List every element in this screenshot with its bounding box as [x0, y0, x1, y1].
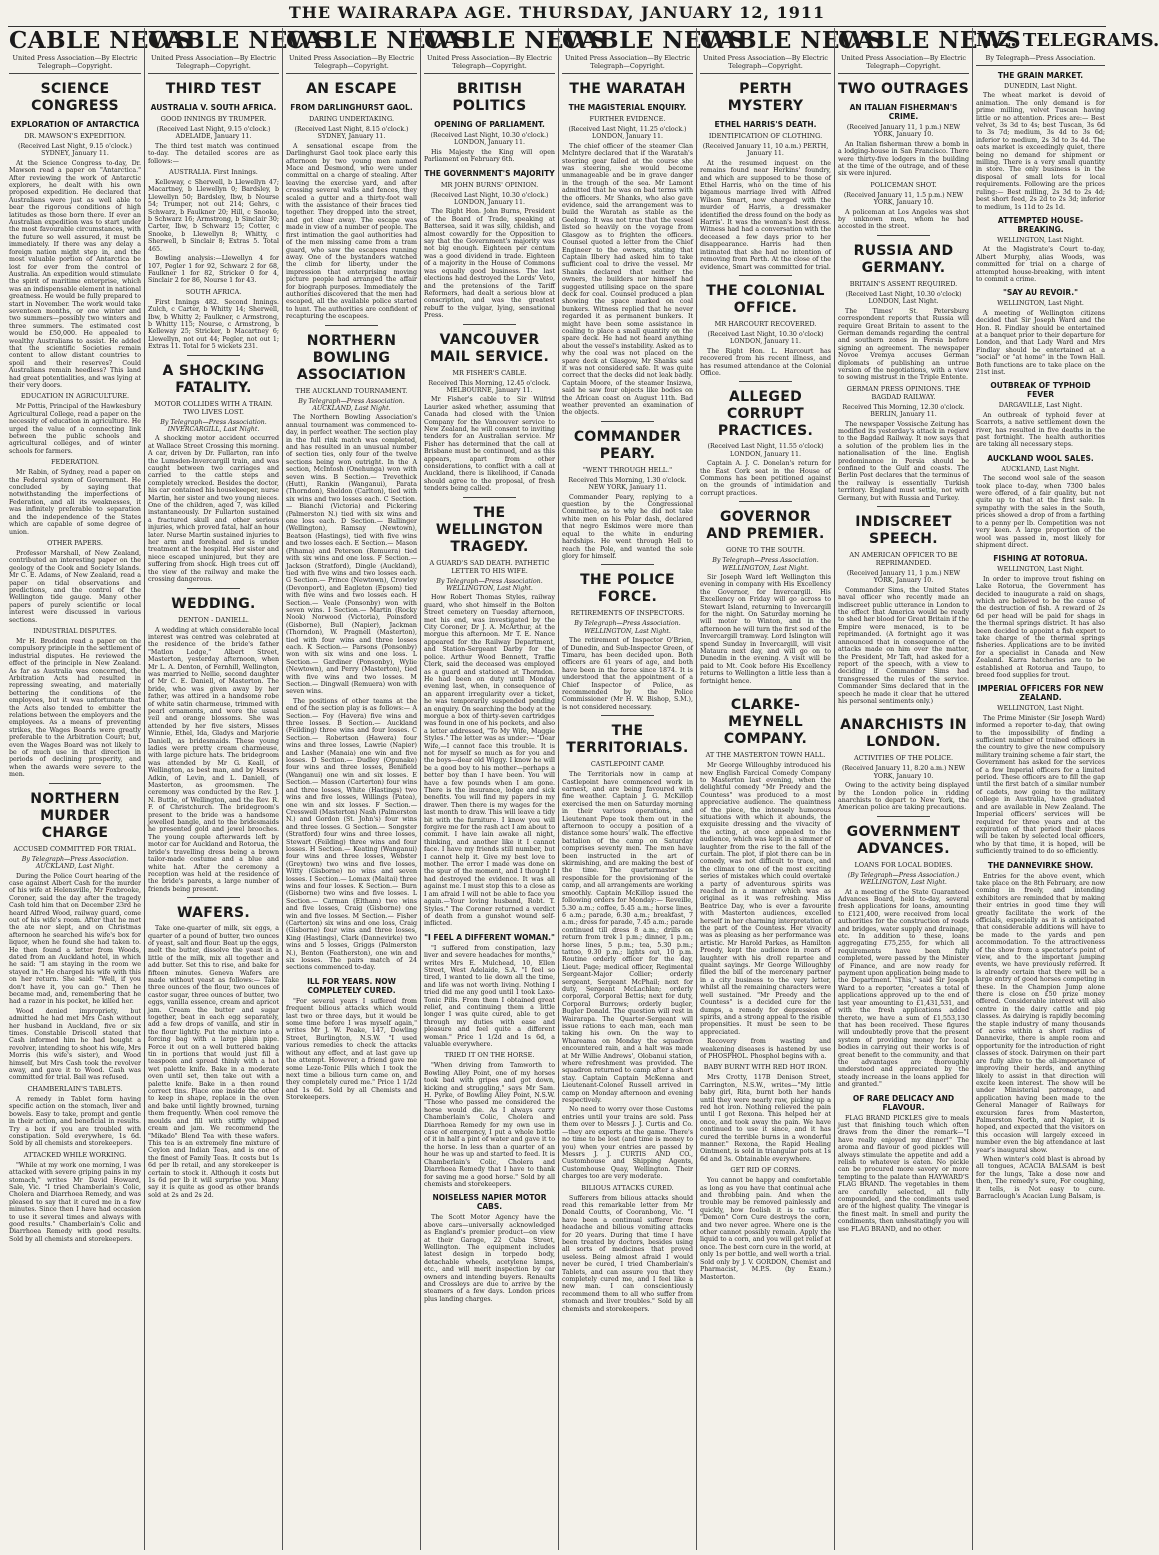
article-subheadline: NOISELESS NAPIER MOTOR CABS.: [432, 1193, 547, 1212]
column-credit: United Press Association—By Electric Telegraph—Copyright.: [841, 54, 966, 70]
article-headline: THIRD TEST: [165, 81, 262, 97]
article-dateline: (Received January 11, 1.5 p.m.) NEW YORK, January 10.: [843, 191, 964, 207]
article-divider: [739, 689, 791, 690]
article-dateline: WELLINGTON, Last Night.: [997, 236, 1084, 244]
article-subheadline: THE GOVERNMENT'S MAJORITY: [424, 168, 555, 178]
article-deck: LOANS FOR LOCAL BODIES.: [854, 860, 953, 869]
article-paragraph: At a meeting of the State Guaranteed Advances Board, held to-day, several fresh applications for loans, amounting to £121,400, were received from local authorities for the construction of roads and bridges, water supply and drainage, etc. In addition to these, loans aggregating £75,255, for which all requirements have been fully completed, were passed by the Minister of Finance, and are now ready for payment upon application being made to the Department. "This," said Sir Joseph Ward to a reporter, "creates a total of applications approved up to the end of last year amounting to £1,431,531, and with the fresh applications added thereto, we have a sum of £1,553,130 that has been received. These figures will undoubtedly prove that the present system of providing money for local bodies in carrying out their works is of great benefit to the community, and that the advantages are thoroughly understood and appreciated by the steady increase in the loans applied for and granted.": [838, 888, 969, 1089]
article-paragraph: Take one-quarter of milk, six eggs, a quarter of a pound of butter, two ounces of yeast, salt and flour. Beat up the eggs, melt the butter, dissolve the yeast in a little of the milk, mix all together and add butter. Set this to rise, and bake for fifteen minutes. Geneva Wafers are made without yeast as follows:— Take three ounces of the flour, two ounces of castor sugar, three ounces of butter, two eggs, vanilla essence, cream and apricot jam. Cream the butter and sugar together, beat in each egg separately, add a few drops of vanilla, and stir in the flour lightly. Put the mixture into a forcing bag with a large plain pipe. Force it out on a well buttered baking tin in portions that would just fill a teaspoon and spread thinly with a hot wet palette knife. Bake in a moderate oven until set, then take out with a palette knife. Bake in a then round correct tins. Place one inside the other to keep in shape, replace in the oven and bake until lightly browned, turning them frequently. When cool remove the moulds and fill with stiffly whipped cream and jam. We recommend the "Mikado" Blend Tea with these wafers. This tea is an extremely fine mixture of Ceylon and Indian Teas, and is one of the finest of Family Teas. It costs but 1s 6d per lb retail, and any storekeeper is certain to stock it. Although it costs but 1s 6d per lb it will surprise you. Many say it is quite as good as other brands sold at 2s and 2s 2d.: [148, 925, 279, 1199]
article-paragraph: The Right Hon. L. Harcourt has recovered from his recent illness, and has resumed attendance at the Colonial Office.: [700, 347, 831, 377]
article-paragraph: "When driving from Tamworth to Bowling Alley Point, one of my horses took bad with gripes and got down, kicking and struggling," says Mr Sam. H. Pyrke, of Bowling Alley Point, N.S.W. "Those who passed me considered the horse would die. As I always carry Chamberlain's Colic, Cholera and Diarrhoea Remedy for my own use in case of emergency, I put a whole bottle of it in half a pint of water and gave it to the horse. In less than a quarter of an hour he was up and started to feed. It is Chamberlain's Colic, Cholera and Diarrhoea Remedy that I have to thank for saving me a good horse." Sold by all chemists and storekeepers.: [424, 1062, 555, 1188]
article-dateline: AUCKLAND, Last Night.: [1001, 465, 1080, 473]
article-dateline: (Received Last Night, 10.30 o'clock) LONDON, Last Night.: [845, 290, 962, 306]
article-dateline: WELLINGTON, Last Night.: [997, 566, 1084, 574]
article-divider: [877, 709, 929, 710]
heading-rule: [424, 73, 555, 74]
article-deck: TRIED IT ON THE HORSE.: [444, 1051, 535, 1060]
article-deck: AT THE MASTERTON TOWN HALL.: [705, 751, 826, 760]
article-paragraph: The Times' St. Petersburg correspondent reports that Russia will require Great Britain to assent to the German demands regarding the central and southern zones in Persia before signing an agreement. The newspaper Novoe Vremya accuses German diplomats of publishing an untrue version of the negotiations, with a view to sowing mistrust in the Triple Entente.: [838, 307, 969, 382]
article-deck: IDENTIFICATION OF CLOTHING.: [708, 132, 823, 140]
article-paragraph: His Majesty the King will open Parliament on February 6th.: [424, 148, 555, 164]
article-headline: GOVERNOR AND PREMIER.: [706, 509, 825, 543]
article-paragraph: Captain A. J. C. Donelan's return for the East Cork seat in the House of Commons has been petitioned against on the grounds of intimidation and corrupt practices.: [700, 460, 831, 497]
article-deck: EDUCATION IN AGRICULTURE.: [20, 392, 130, 401]
article-subheadline: ATTEMPTED HOUSE-BREAKING.: [997, 215, 1084, 234]
article-dateline: Received This Morning, 1.30 o'clock. NEW YORK, January 11.: [568, 476, 687, 492]
article-deck: SOUTH AFRICA.: [185, 287, 242, 296]
article-divider: [601, 421, 653, 422]
article-deck: GET RID OF CORNS.: [730, 1166, 801, 1175]
article-paragraph: The retirement of Inspector O'Brien, of Dunedin, and Sub-Inspector Green, of Timaru, has been decided upon. Both officers are 61 years of age, and both have been in the force since 1874. It is understood that the appointment of a Chief Inspector of Police, as recommended by the Police Commissioner (Mr H. W. Bishop, S.M.), is not considered necessary.: [562, 637, 693, 711]
heading-rule: [838, 73, 969, 74]
article-deck: ACTIVITIES OF THE POLICE.: [853, 754, 954, 763]
article-paragraph: Professor Marshall, of New Zealand, contributed an interesting paper on the geology of the Cook and Society Islands. Mr C. E. Adams, of New Zealand, read a paper on tidal observations and predictions, and the control of the Wellington tide gauge. Many other papers of purely scientific or local interest were discussed in various sections.: [9, 549, 141, 624]
column-7: [834, 27, 1022, 1550]
article-paragraph: An Italian fisherman threw a bomb in a lodging-house in San Francisco. There were thirty-five lodgers in the building at the time of the outrage, and of these six were injured.: [838, 140, 969, 178]
article-headline: NORTHERN MURDER CHARGE: [30, 790, 120, 841]
article-paragraph: No need to worry over those Customs entries until your trains are sold. Pass them over to Messrs J. J. Curtis and Co.—they are experts at the game. There's no time to be lost (and time is money to you) when your entries are passed by Messrs J. J. CURTIS AND CO., Customhouse and Shipping Agents, Customhouse Quay, Wellington. Their charges too are very moderate.: [562, 1106, 693, 1181]
article-dateline: (Received January 11, 1 p.m.) NEW YORK, January 10.: [846, 570, 961, 585]
article-headline: TWO OUTRAGES: [838, 81, 969, 97]
article-headline: INDISCREET SPEECH.: [855, 514, 952, 548]
article-deck: CHAMBERLAIN'S TABLETS.: [27, 1084, 123, 1093]
article-byline: By Telegraph—Press Association. INVERCARGILL, Last Night.: [160, 418, 267, 433]
article-subheadline: EXPLORATION OF ANTARCTICA: [10, 120, 140, 129]
article-paragraph: Mr Rabin, of Sydney, read a paper on the Federal system of Government. He concluded by saying that notwithstanding the imperfections of Federation, and all its weaknesses, it was infinitely preferable to separation and the independence of the States which are capable of some degree of union.: [9, 469, 141, 536]
article-deck: FURTHER EVIDENCE.: [589, 115, 666, 123]
article-headline: SCIENCE CONGRESS: [31, 81, 119, 114]
article-deck: CASTLEPOINT CAMP.: [590, 760, 665, 769]
article-subheadline: "I FEEL A DIFFERENT WOMAN.": [424, 932, 555, 942]
article-deck: BRITAIN'S ASSENT REQUIRED.: [849, 279, 958, 288]
article-paragraph: Recovery from wasting and weakening diseases is hastened by use of PHOSPHOL. Phosphol begins with a.: [700, 1038, 831, 1060]
article-deck: ACCUSED COMMITTED FOR TRIAL.: [13, 844, 137, 853]
article-paragraph: Commander Sims, the United States naval officer who recently made an indiscreet public utterance in London to the effect that America would be ready to shed her blood for Great Britain if the Empire were menaced, is to be reprimanded. (A fortnight ago it was announced that in consequence of the attacks made on him over the matter, the President, Mr Taft, had asked for a report of the speech, with a view to deciding if Commander Sims had transgressed the rules of the service. Commander Sims declared that in the speech he made it clear that he uttered his personal sentiments only.): [838, 586, 969, 705]
article-deck: MOTOR COLLIDES WITH A TRAIN. TWO LIVES LOST.: [154, 399, 273, 416]
article-headline: THE POLICE FORCE.: [580, 572, 675, 606]
heading-rule: [9, 73, 141, 74]
article-dateline: (Received Last Night, 10.30 o'clock.) LONDON, January 11.: [430, 191, 549, 207]
column-heading: CABLE NEWS: [9, 27, 193, 54]
column-credit: United Press Association—By Electric Telegraph—Copyright.: [12, 54, 138, 70]
article-dateline: WELLINGTON, Last Night.: [997, 300, 1084, 308]
article-dateline: DARGAVILLE, Last Night.: [998, 402, 1083, 410]
article-divider: [877, 816, 929, 817]
article-headline: COMMANDER PEARY.: [573, 428, 682, 462]
article-paragraph: The Territorials now in camp at Castlepoint have commenced work in earnest, and are being favoured with fine weather. Captain J. G. McKillop exercised the men on Saturday morning in their various operations, and Lieutenant Pope took them out in the afternoon to occupy a position of a distance some hours' walk. The effective battalion of the camp on Saturday comprises seventy men. The men have been instructed in the art of skirmishing, and are making the best of the time. The quartermaster is responsible for the provisioning of the camp, and all arrangements are working smoothly. Captain McKillop issued the following orders for Monday:— Reveille, 5.30 a.m.; coffee, 5.45 a.m.; horse lines, 6 a.m.; parade, 6.30 a.m.; breakfast, 7 a.m.; dress for parade, 7.45 a.m.; parade continued till dress 8 a.m.; drills on return from trek 1 p.m.; dinner, 1 p.m.; horse lines, 5 p.m.; tea, 5.30 p.m.; tattoo, 9.30 p.m.; lights out, 10 p.m. Routine orderly officer for the day, Lieut. Page; medical officer, Regimental Sergeant-Major Collier; orderly sergeant, Sergeant McPhail; next for duty, Sergeant McLachlan; orderly corporal, Corporal Bettis; next for duty, Corporal Burrows; orderly bugler, Bugler Donald. The question will rest in Wairarapa. The Quarter-Sergeant will issue rations to each man, each man taking his own. On the way to Whareama on Monday the squadron encountered rain, and a halt was made at Mr Willie Andrews', Olobanui station, where refreshment was provided. The squadron returned to camp after a short stay. Captain Captain McKenna and Lieutenant-Colonel Russell arrived in camp on Monday afternoon and evening respectively.: [562, 771, 693, 1105]
article-deck: POLICEMAN SHOT.: [870, 180, 937, 189]
article-headline: GOVERNMENT ADVANCES.: [846, 823, 961, 857]
article-headline: A SHOCKING FATALITY.: [162, 362, 265, 396]
column-credit: United Press Association—By Electric Telegraph—Copyright.: [703, 54, 828, 70]
article-divider: [49, 783, 102, 784]
article-dateline: (Received January 11, 8.20 a.m.) NEW YORK, January 10.: [841, 765, 966, 780]
article-dateline: (Received Last Night, 9.15 o'clock.) SYDNEY, January 11.: [17, 143, 133, 158]
article-paragraph: Entries for the above event, which take place on the 8th February, are now coming in freely, and intending exhibitors are reminded that by making their entries in good time they will greatly facilitate the work of the officials, especially as it is anticipated that considerable additions will have to be made to the yards and pen accommodation. To the attractiveness of the show from a spectator's point of view, and to the important jumping events, we have previously referred. It is already certain that there will be a large entry of good horses competing in these. In the Champion Jump alone there is close on £50 prize money offered. Considerable interest will also centre in the dairy cattle and pig classes. As dairying is rapidly becoming the staple industry of many thousands of acres within a short radius of Dannevirke, there is ample room and opportunity for the introduction of right classes of stock. Dairymen on their part are fully alive to the all-importance of improving their herds, and anything likely to assist in that direction will excite keen interest. The show will be under Ministerial patronage, and application having been made to the General Manager of Railways for excursion fares from Masterton, Palmerston North, and Napier, it is hoped, and expected that the visitors on this occasion will largely exceed in number even the big attendance at last year's inaugural show.: [976, 872, 1105, 1154]
article-divider: [463, 497, 515, 498]
heading-rule: [562, 73, 693, 74]
article-paragraph: A policeman at Los Angeles was shot by unknown men, whom he had accosted in the street.: [838, 208, 969, 231]
article-byline: By Telegraph—Press Association. AUCKLAND, Last Night.: [21, 855, 129, 871]
article-paragraph: The wheat market is devoid of animation. The only demand is for prime milling, velvet Tuscan having little or no attention. Prices are:— Best velvet, 3s 3d to 4s; best Tuscan, 3s 6d to 3s 7d; medium, 3s 4d to 3s 6d; inferior to medium, 2s 3d to 3s 4d. The oats market is exceedingly quiet, there being no demand for shipment or milling. There is a very small quantity in store. The only business is in the disposal of small lots for local requirements. Following are the prices ruling:— Best milling, 2s 3d to 2s 4d; best short feed, 2s 2d to 2s 3d; inferior to medium, 1s 11d to 2s 1d.: [976, 92, 1105, 211]
article-paragraph: Bowling analysis:—Llewellyn 4 for 107, Pegler 1 for 92, Schwarz 2 for 68, Faulkner 1 for 82, Stricker 0 for 4, Sinclair 2 for 86, Nourse 1 for 43.: [148, 255, 279, 285]
article-divider: [601, 564, 653, 565]
column-credit: By Telegraph—Press Association.: [985, 54, 1096, 62]
article-headline: THE TERRITORIALS.: [566, 723, 689, 757]
heading-rule: [148, 73, 279, 74]
article-byline: By Telegraph—Press Association. WELLINGTON, Last Night.: [712, 557, 819, 572]
article-paragraph: You cannot be happy and comfortable as long as you have that continual ache and throbbing pain. And when the trouble may be removed painlessly and quickly, how foolish it is to suffer. "Demon" Corn Cure destroys the corn, and two never agree. Where one is the other cannot possibly remain. Apply the liquid to a corn, and you will get relief at once. The best corn cure in the world, at only 1s per bottle, and well worth a trial. Sold only by J. V. GORDON, Chemist and Pharmacist, M.P.S. (by Exam.) Masterton.: [700, 1177, 831, 1281]
article-paragraph: The third test match was continued to-day. The detailed scores are as follows:—: [148, 142, 279, 165]
article-paragraph: Sir Joseph Ward left Wellington this evening in company with His Excellency the Governor, for Invercargill. His Excellency on Friday will go across to Stewart Island, returning to Invercargill for the night. On Saturday morning he will motor to Winton, and in the afternoon he will turn the first sod of the Invercargill tramway. Lord Islington will spend Sunday in Invercargill, will visit Mataura next day, and will go on to Dunedin in the evening. A visit will be paid to Mt. Cook before His Excellency returns to Wellington a little less than a fortnight hence.: [700, 574, 831, 685]
article-paragraph: "While at my work one morning, I was attacked with severe griping pains in my stomach," writes Mr David Howard, Sale, Vic. "I tried Chamberlain's Colic, Cholera and Diarrhoea Remedy, and was pleased to say that it cured me in a few minutes. Since then I have had occasion to use it several times and always with good results." Chamberlain's Colic and Diarrhoea Remedy with good results. Sold by all chemists and storekeepers.: [9, 1161, 141, 1243]
article-subheadline: ETHEL HARRIS'S DEATH.: [714, 120, 817, 129]
article-dateline: DUNEDIN, Last Night.: [1004, 83, 1077, 90]
article-byline: By Telegraph—Press Association. AUCKLAND, Last Night.: [298, 397, 405, 412]
column-credit: United Press Association—By Electric Telegraph—Copyright.: [289, 54, 414, 70]
article-paragraph: "For several years I suffered from frequent bilious attacks which would last two or three days, but it would be some time before I was myself again," writes Mr J. W. Peake, 147, Dowling Street, Burlington, N.S.W. "I used various remedies to check the attacks without any effect, and at last gave up the attempt. However, a friend gave me some Leze-Tonic Pills which I took the next time a bilious turn came on, and they completely cured me." Price 1 1/2d and 1s 6d. Sold by all Chemists and Storekeepers.: [286, 997, 417, 1102]
article-divider: [187, 897, 239, 898]
article-deck: MR FISHER'S CABLE.: [452, 368, 527, 377]
article-paragraph: Mrs Crotty, 117B Denison Street, Carrington, N.S.W., writes—"My little baby girl, Rita, burnt both her hands until they were nearly raw, picking up a red hot iron. Nothing relieved the pain until I got Rexona. This helped her at once, and took away the pain. We have continued to use it since, and it has cured the terrible burns in a wonderful manner." Rexona, the Rapid Healing Ointment, is sold in triangular pots at 1s 6d and 3s. Obtainable everywhere.: [700, 1074, 831, 1163]
column-heading: CABLE NEWS: [838, 27, 1022, 54]
article-divider: [877, 506, 929, 507]
article-deck: BILIOUS ATTACKS CURED.: [581, 1183, 674, 1192]
column-heading: CABLE NEWS: [562, 27, 746, 54]
columns-container: [6, 27, 1159, 1550]
column-2: [144, 27, 332, 1550]
article-deck: MR HARCOURT RECOVERED.: [714, 319, 817, 328]
article-byline: (By Telegraph—Press Association.) WELLINGTON, Last Night.: [847, 871, 960, 887]
article-divider: [463, 324, 515, 325]
column-heading: CABLE NEWS: [700, 27, 884, 54]
article-subheadline: OF RARE DELICACY AND FLAVOUR.: [852, 1093, 955, 1112]
article-deck: THE AUCKLAND TOURNAMENT.: [295, 386, 408, 395]
article-deck: BABY BURNT WITH RED HOT IRON.: [703, 1063, 828, 1072]
article-paragraph: A shocking motor accident occurred at Wallace Street Crossing this morning. A car, driven by Dr. Fullarton, ran into the Lumsden-Invercargill train, and was caught between two carriages and carried to the cattle steps and completely wrecked. Besides the doctor, his car contained his housekeeper, nurse Martin, her sister and two young nieces. One of the children, aged 7, was killed instantaneously. Dr Fullarton sustained a fractured skull and other serious injuries, which proved fatal, half an hour later. Nurse Martin sustained injuries to her arm and forehead and is under treatment at the hospital. Her sister and niece escaped uninjured, but they are suffering from shock. High trees cut off the view of the railway and make the crossing dangerous.: [148, 435, 279, 584]
article-deck: AUSTRALIA. First Innings.: [169, 168, 258, 177]
article-headline: RUSSIA AND GERMANY.: [853, 242, 954, 276]
article-headline: CLARKE-MEYNELL COMPANY.: [723, 697, 808, 748]
article-paragraph: The Northern Bowling Association's annual tournament was commenced to-day, in perfect weather. The section play in the full rink match was completed, and has resulted in an unusual number of section ties, only four of the twelve sections being won outright. In the A section, McIntosh (Onehunga) won with seven wins. B Section.— Trevethick (Hutt), Rankin (Wanganui), Parata (Thorndon), Sheldon (Carlton), tied with six wins and two losses each. C Section.— Bianchi (Victoria) and Pickering (Palmerston N.) tied with six wins and one loss each. D Section.— Ballinger (Wellington), Ramsay (Newtown), Beatson (Hastings), tied with five wins and two losses each. E Section.— Mason (Pihama) and Peterson (Remuera) tied with six wins and one loss. F Section.— Jackson (Stratford), Dingle (Auckland), tied with five wins and two losses each. G Section.— Prince (Newtown), Crowley (Devonport), and Eagleton (Epsom) tied with five wins and two losses each. H Section.— Veale (Ponsonby) won with seven wins. I Section.— Martin (Rocky Nook) Norwood (Victoria), Poinsford (Gisborne), Bull (Napier), Jackman (Thorndon), W. Pragnell (Masterton), tied with four wins and three losses each. K Section.— Parsons (Ponsonby) won with six wins and one loss. L Section.— Gardiner (Ponsonby), Wylie (Newtown), and Perry (Masterton), tied with five wins and two losses. M Section.— Dingwall (Remuera) won with seven wins.: [286, 414, 417, 696]
heading-rule: [976, 65, 1105, 66]
column-credit: United Press Association—By Electric Telegraph—Copyright.: [565, 54, 690, 70]
article-subheadline: AN ITALIAN FISHERMAN'S CRIME.: [849, 103, 958, 121]
article-paragraph: Mr H. Broddon read a paper on the compulsory principle in the settlement of industrial disputes. He reviewed the effect of the principle in New Zealand. As far as Australia was concerned, the Arbitration Acts had resulted in repressing sweating, and materially bettering the conditions of the employees, but it was unfortunate that the Acts also tended to embitter the relations between the employers and the employees. As a means of preventing strikes, the Wages Boards were greatly preferable to the Arbitration Court; but, even the Wages Board was not likely to be of much use in that direction in periods of declining prosperity, and when the awards were severe to the men.: [9, 637, 141, 779]
article-divider: [187, 355, 239, 356]
column-8: [972, 28, 1159, 1550]
column-credit: United Press Association—By Electric Telegraph—Copyright.: [151, 54, 276, 70]
article-deck: GERMAN PRESS OPINIONS. THE BAGDAD RAILWAY.: [846, 384, 961, 401]
article-subheadline: AUCKLAND WOOL SALES.: [987, 453, 1094, 463]
article-deck: INDUSTRIAL DISPUTES.: [33, 626, 117, 635]
article-subheadline: OUTBREAK OF TYPHOID FEVER: [990, 381, 1091, 400]
article-headline: WEDDING.: [171, 595, 256, 612]
article-paragraph: How Robert Thomas Styles, railway guard, who shot himself in the Bolton Street cemetery on Tuesday afternoon, met his end, was investigated by the City Coroner, Dr J. A. McArthur, at the morgue this afternoon. Mr T. E. Nance appeared for the Railway Department, and Station-Sergeant Darby for the police. Arthur Wood Bennett, Traffic Clerk, said the deceased was employed as a guard and stationed at Thorndon. He had been on duty until Monday evening last, when, in consequence of an apparent irregularity over a ticket, he was temporarily suspended pending an enquiry. On searching the body at the morgue a box of thirty-seven cartridges was found in one of his pockets, and also a letter addressed, "To My Wife, Maggie Styles." The letter was as under:— "Dear Wife,—I cannot face this trouble. It is not for myself so much as for you and the boys—dear old Wiggy. I know he will be a good boy to his mother—perhaps a better boy than I have been. You will have a few pounds when I am gone. There is the insurance, lodge and sick benefits. You will find my papers in my drawer. Then there is my wages for the last month to draw. This will leave a tidy bit with the furniture. I know you will forgive me for the rash act I am about to commit. I have lain awake all night, thinking, and another like it I cannot face. I have my friends still number, but I cannot help it. Give my best love to mother. The error I made was done on the spur of the moment, and I thought I had destroyed the evidence. It was all against me. I must stop this to a close as I am afraid I will not be able to face you again.—Your loving husband, Robt. T. Styles." The Coroner returned a verdict of death from a gunshot wound self-inflicted.: [424, 594, 556, 928]
article-headline: VANCOUVER MAIL SERVICE.: [429, 331, 550, 365]
article-deck: GONE TO THE SOUTH.: [726, 546, 805, 555]
article-headline: PERTH MYSTERY: [727, 81, 804, 114]
article-paragraph: Mr George Willoughby introduced his new English Farcical Comedy Company to Masterton last evening, when the delightful comedy "Mr Preedy and the Countess" was produced to a most appreciative audience. The quaintness of the piece, the intensely humorous situations with which it abounds, the exquisite dressing and the vivacity of the acting, at once appealed to the audience, which was kept in a simmer of laughter from the rise to the fall of the curtain. The plot, if plot there can be in comedy, was not difficult to trace, and the climax to one of the most exciting series of mistakes which could overtake a party of adventurous spirits was reached in a manner which was as original as it was refreshing. Miss Beatrice Day, who is ever a favourite with Masterton audiences, excelled herself in her charming interpretation of the part of the Countess. Her vivacity was as pleasing as her performance was artistic. Mr Harold Parkes, as Hamilton Preedy, kept the audience in roars of laughter with his droll repartee and quaint sayings. Mr George Willoughby filled the bill of the mercenary partner in a city business to the very letter, whilst all the remaining characters were well sustained. "Mr Preedy and the Countess" is a decided cure for the dumps, a remedy for depression of spirits, and a strong appeal to the risible propensities. It must be seen to be appreciated.: [700, 762, 831, 1036]
article-paragraph: At the Magistrate's Court to-day, Albert Murphy, alias Woods, was committed for trial on a charge of attempted house-breaking, with intent to commit a crime.: [976, 246, 1105, 283]
article-deck: OTHER PAPERS.: [47, 538, 103, 547]
article-subheadline: THE DANNEVIRKE SHOW.: [987, 860, 1094, 870]
column-credit: United Press Association—By Electric Telegraph—Copyright.: [427, 54, 552, 70]
article-paragraph: A sensational escape from the Darlinghurst Gaol took place early this afternoon by two young men named Mace and Desmond, who were under committal on a charge of stealing. After leaving the exercise yard, and after crossing several walls and fences, they scaled a gutter and a thirty-foot wall with the assistance of their braces tied together. They dropped into the street, and got clear away. The escape was made in view of a number of people. The first intimation the gaol authorities had of the men missing came from a tram guard, who saw the escapees running away. One of the bystanders watched the climb for liberty, under the impression that enterprising moving picture people had arranged the affair for biograph purposes. Immediately the authorities discovered that the men had escaped, all the available police started to hunt. The authorities are confident of recapturing the escapees.: [286, 142, 417, 321]
article-paragraph: FLAG BRAND PICKLES give to meals just that finishing touch which often draws from the diner the remark—"I have really enjoyed my dinner!" The aroma and flavour of good pickles will always stimulate the appetite and add a relish to whatever is eaten. No pickle can be procured more savory or more tempting to the palate than HAYWARD'S FLAG BRAND. The vegetables in them are carefully selected, all fully compounded, and the condiments used are of the highest quality. The vinegar is the finest malt. In smell and purity the condiments, then unhesitatingly you will use FLAG BRAND, and no other.: [838, 1114, 969, 1233]
article-dateline: (Received Last Night, 9.15 o'clock.) ADELAIDE, January 11.: [156, 126, 271, 141]
article-paragraph: At the resumed inquest on the remains found near Herkins' foundry, and which are supposed to be those of Ethel Harris, who on the time of his bigamous marriage lived with Alfred Wilson Smart, now charged with the murder of Harris, a dressmaker identified the dress found on the body as Harris'. It was the woman's best dress. Witness had had a conversation with the deceased a few days prior to her disappearance. Harris had then intimated that she had no intention of removing from Perth. At the close of the evidence, Smart was committed for trial.: [700, 159, 831, 271]
article-headline: THE WARATAH: [569, 81, 686, 97]
article-deck: DENTON - DANIELL.: [178, 615, 249, 624]
article-paragraph: Wood denied impropriety, but admitted he had met Mrs Cash without her husband in Auckland, five or six times. Constable Driscoll stated that Cash informed him he had bought a revolver, intending to shoot his wife, Mrs Morris (his wife's sister), and Wood himself, but Mrs Cash took the revolver away, and gave it to Wood. Cash was committed for trial. Bail was refused.: [9, 1007, 141, 1082]
article-dateline: Received This Morning, 12.30 o'clock. BERLIN, January 11.: [842, 403, 965, 419]
article-deck: MR JOHN BURNS' OPINION.: [440, 180, 539, 189]
article-deck: FEDERATION.: [50, 458, 99, 467]
article-paragraph: During the Police Court hearing of the case against Albert Cash for the murder of his wife at Helensville, Mr Foxbrooke, Coroner, said the day after the tragedy Cash told him that on December 23rd he heard Alfred Wood, railway guard, come out of his wife's room. After that he met the ate nor slept, and on Christmas afternoon he searched his wife's box for liquor, when he found she had taken to. He then found a letter from Woods, dated from an Auckland hotel, in which he said: "I am staying in the room we stayed in." He charged his wife with this on her return. She said: "Well, if you don't have it, you can go." Then he became mad, and, remembering that he had a razor in his pocket, he killed her.: [9, 872, 141, 1006]
article-headline: AN ESCAPE: [306, 81, 397, 97]
article-paragraph: A meeting of Wellington citizens decided that Sir Joseph Ward and the Hon. R. Findlay should be entertained at a banquet prior to their departure for London, and that Lady Ward and Mrs Findlay should be entertained at a "social" or "at home" in the Town Hall. Both functions are to take place on the 21st inst.: [976, 309, 1105, 376]
column-3: [282, 27, 470, 1550]
article-divider: [187, 588, 239, 589]
article-paragraph: When winter's cold blast is abroad by all tongues, ACACIA BALSAM is best for the lungs, Take a dose now and then, The remedy's sure, For coughing, it tells, is Not easy to cure. Barraclough's Acacian Lung Balsam, is: [976, 1155, 1105, 1200]
article-paragraph: The Prime Minister (Sir Joseph Ward) informed a reporter to-day, that owing to the impossibility of finding a sufficient number of trained officers in the country to give the new compulsory military training scheme a fair start, the Government has asked for the services of a few Imperial officers for a limited period. These officers are to fill the gap until the first batch of a similar number of cadets, now going to the military college in Australia, have graduated and are available in New Zealand. The Imperial officers' services will be required for three years and at the expiration of that period their places will be taken by selected local officers, who by that time, it is hoped, will be sufficiently trained to do so efficiently.: [976, 714, 1105, 856]
article-byline: By Telegraph—Press Association. WELLINGTON, Last Night.: [574, 620, 681, 635]
article-dateline: WELLINGTON, Last Night.: [997, 705, 1084, 713]
article-paragraph: Mr Pottis, Principal of the Hawkesbury Agricultural College, read a paper on the necessity of education in agriculture. He urged the value of a connecting link between the public schools and agricultural colleges, and of winter schools for farmers.: [9, 403, 141, 455]
article-paragraph: First Innings 482. Second Innings. Zulch, c Carter, b Whitty 14; Sherwell, Ibw, b Whitty 2; Faulkner, c Armstrong, b Whitty 115; Nourse, c Armstrong, b Kelleway 25; Stricker, b Macartney 6; Llewellyn, not out 44; Pegler, not out 1; Extras 11. Total for 5 wickets 231.: [148, 298, 279, 351]
article-headline: BRITISH POLITICS: [452, 81, 527, 114]
article-dateline: (Received Last Night, 8.15 o'clock.) SYDNEY, January 11.: [294, 126, 409, 141]
article-paragraph: An outbreak of typhoid fever at Scarrots, a native settlement down the river, has resulted in five deaths in the past fortnight. The health authorities are taking all necessary steps.: [976, 411, 1105, 449]
column-6: [696, 27, 884, 1550]
article-dateline: (Received January 11, 1 p.m.) NEW YORK, January 10.: [846, 124, 961, 139]
article-divider: [877, 235, 929, 236]
article-divider: [739, 381, 791, 382]
article-byline: By Telegraph—Press Association. WELLINGTON, Last Night.: [436, 577, 543, 593]
article-paragraph: A wedding at which considerable local interest was centred was celebrated at the residence of the bride's father "Matlon Lodge," Albert Street, Masterton, yesterday afternoon, when Mr L. A. Denton, of Fernhill, Wellington, was married to Nellie, second daughter of Mr C. E. Daniell, of Masterton. The bride, who was given away by her father, was attired in a handsome robe of white satin charmeuse, trimmed with pearl ornaments, and wore the usual veil and orange blossoms. She was attended by her five sisters, Misses Winnie, Ethel, Ida, Gladys and Marjorie Daniell, as bridesmaids. These young ladies were pretty cream charmeuse, with large picture hats. The bridegroom was attended by Mr G. Keall, of Wellington, as best man, and by Messrs Adkin, of Levin, and L. Daniell, of Masterton, as groomsmen. The ceremony was conducted by the Rev. J. N. Buttle, of Wellington, and the Rev. R. F. of Christchurch. The bridegroom's present to the bride was a handsome jewelled bangle, and to the bridesmaids he presented gold and jewel brooches. The young couple afterwards left by motor car for Auckland and Rotorua, the bride's travelling dress being a brown tailor-made costume and a blue and white hat. After the ceremony a reception was held at the residence of the bride's parents, a large number of friends being present.: [148, 626, 279, 893]
article-paragraph: In order to improve trout fishing on Lake Rotorua, the Government has decided to inaugurate a raid on shags, which are believed to be the cause of the destruction of fish. A reward of 2s 6d per head will be paid for shags in the thermal springs district. It has also been decided to appoint a fish expert to take charge of the thermal springs fisheries. Applications are to be invited for a specialist in Canada and New Zealand. Karra hatcheries are to be established at Rotorua and Taupo, to breed food supplies for trout.: [976, 575, 1105, 679]
article-deck: RETIREMENTS OF INSPECTORS.: [570, 609, 685, 618]
article-paragraph: The chief officer of the steamer Clan McIntyre declared that if the Waratah's steering gear failed at the course she was steering, she would become unmanageable and be in grave danger in the trough of the sea. Mr Lamont admitted that he was on bad terms with the officers. Mr Shanks, who also gave evidence, said the arrangement was to build the Waratah as stable as the Geelong. It was not true that the vessel listed so heavily on the voyage from Glasgow as to frighten the officers. Counsel quoted a letter from the Chief Engineer to the owners, stating that Captain Ilbery had asked him to take sufficient coal to drive the vessel. Mr Shanks declared that neither the owners, the builders nor himself had suggested utilising space on the spare deck for coal. Counsel produced a plan showing the space marked on coal bunkers. Witness replied that he never regarded it as permanent bunkers. It might have been some assistance in coaling to place a small quantity on the spare deck. He had not heard anything about the vessel's instability. Asked as to why the coal was not placed on the spare deck at Glasgow, Mr Shanks said it was not considered safe. It was quite correct that the decks did not leak badly. Captain Moore, of the steamer Insizwa, said he saw four objects like bodies on the African coast on August 11th. Bad weather prevented an examination of the objects.: [562, 142, 693, 417]
article-paragraph: The Scott Motor Agency have the above cars—universally acknowledged as England's premier product—on view at their Garage, 22 Cuba Street, Wellington. The equipment includes latest design in torpedo body, detachable wheels, acetylene lamps, etc., and will merit inspection by car owners and intending buyers. Renaults and Crossleys are due to arrive by the steamers of a few days. London prices plus landing charges.: [424, 1214, 555, 1303]
article-paragraph: Mr Fisher's cable to Sir Wilfrid Laurier asked whether, assuming that Canada had closed with the Union Company for the Vancouver service to New Zealand, he will consent to inviting tenders for an Australian service. Mr Fisher has determined that the call at Brisbane must be continued, and as this appears, apart from other considerations, to conflict with a call at Auckland, there is likelihood, if Canada should agree to the proposal, of fresh tenders being called.: [424, 396, 555, 493]
column-heading: CABLE NEWS: [424, 27, 608, 54]
article-deck: DARING UNDERTAKING.: [308, 115, 395, 123]
article-headline: NORTHERN BOWLING ASSOCIATION: [296, 332, 407, 383]
article-paragraph: Sufferers from bilious attacks should read this remarkable letter from Mr Donald Coutts, of Cooranbong, Vic. "I have been a continual sufferer from headache and bilious vomiting attacks for 20 years. During that time I have been treated by doctors, besides using all sorts of medicines that proved useless. Being almost afraid I would never be cured, I tried Chamberlain's Tablets, and can assure you that they completely cured me, and I feel like a new man. I can conscientiously recommend them to all who suffer from stomach and liver troubles." Sold by all chemists and storekeepers.: [562, 1194, 693, 1313]
article-divider: [601, 715, 653, 716]
article-deck: AN AMERICAN OFFICER TO BE REPRIMANDED.: [849, 551, 958, 568]
article-deck: GOOD INNINGS BY TRUMPER.: [160, 115, 267, 123]
heading-rule: [286, 73, 417, 74]
article-dateline: (Received Last Night, 11.25 o'clock.) LONDON, January 11.: [568, 126, 687, 141]
column-heading: CABLE NEWS: [286, 27, 470, 54]
column-heading: CABLE NEWS: [148, 27, 332, 54]
article-paragraph: The newspaper Vossische Zeitung has modified its yesterday's attack in regard to the Bagdad Railway. It now says that a solution of the problem lies in the nationalisation of the line. English predominance in Persia should be confined to the Gulf and coasts. The Berlin Post declares that the terminus of the railway is essentially Turkish territory. England must settle, not with Germany, but with Russia and Turkey.: [838, 420, 969, 502]
masthead: THE WAIRARAPA AGE. THURSDAY, JANUARY 12, 1911: [288, 3, 826, 22]
article-headline: ANARCHISTS IN LONDON.: [840, 717, 967, 751]
article-dateline: (Received Last Night, 10.30 o'clock) LONDON, January 11.: [707, 330, 824, 346]
article-subheadline: THE GRAIN MARKET.: [997, 71, 1084, 80]
article-dateline: (Received Last Night, 11.55 o'clock) LONDON, January 11.: [707, 443, 824, 458]
article-deck: A GUARD'S SAD DEATH. PATHETIC LETTER TO HIS WIFE.: [429, 558, 550, 575]
article-headline: THE WELLINGTON TRAGEDY.: [435, 504, 544, 555]
article-divider: [739, 275, 791, 276]
article-headline: ALLEGED CORRUPT PRACTICES.: [717, 389, 814, 440]
article-deck: "WENT THROUGH HELL.": [582, 465, 673, 474]
article-deck: DR. MAWSON'S EXPEDITION.: [24, 132, 126, 140]
article-subheadline: THE MAGISTERIAL ENQUIRY.: [568, 103, 687, 112]
article-headline: WAFERS.: [176, 905, 251, 922]
article-paragraph: Kelleway, c Sherwell, b Llewellyn 47; Macartney, b Llewellyn 0; Bardsley, b Llewellyn 50; Bardsley, Ibw, b Nourse 54; Trumper, not out 214; Gehrs, c Schwarz, b Faulkner 20; Hill, c Snooke, b Schwarz 16; Armstrong, b Sinclair 30; Carter, Ibw, b Schwarz 15; Cotter, c Snooke, b Llewellyn 8; Whitty, c Sherwell, b Sinclair 8; Extras 5. Total 465.: [148, 179, 279, 253]
article-subheadline: FISHING AT ROTORUA.: [993, 554, 1088, 564]
article-subheadline: ILL FOR YEARS. NOW COMPLETELY CURED.: [307, 976, 396, 995]
column-4: [420, 27, 608, 1550]
article-subheadline: AUSTRALIA V. SOUTH AFRICA.: [150, 103, 277, 112]
article-dateline: (Received Last Night, 10.30 o'clock.) LONDON, January 11.: [430, 132, 549, 147]
article-paragraph: At the Science Congress to-day, Dr. Mawson read a paper on "Antarctica." After reviewing the work of Antarctic explorers, he dealt with his own proposed expedition. He declared that Australians were just as well able to bear the rigorous conditions of high latitudes as those born there. If ever an Australian expedition was to start under the most favourable circumstances, with the future so well assured, it must be immediately. If there was any delay a foreign nation might step in, and the most valuable portion of Antarctica be lost for ever from the control of Australia. An expedition would stimulate the spirit of maritime enterprise, which was an indispensable element in national greatness. He would be fully prepared to start in November. The work would take seventeen months, or one winter and two summers—possibly two winters and three summers. The estimated cost would be £50,000. He appealed to wealthy Australians to assist. He added that the scientific Societies remain content to allow distant countries to spoil and their reserves? Could Australians remain heedless? This land had great potentialities, and was lying at their very doors.: [9, 159, 141, 389]
article-paragraph: Commander Peary, replying to a question by the Congressional Committee, as to why he did not take white men on his Polar dash, declared that negro Eskimos were more than equal to the white in enduring hardships. He went through Hell to reach the Pole, and wanted the sole glory for himself.: [562, 493, 693, 560]
column-1: [6, 27, 193, 1550]
article-paragraph: The second wool sale of the season took place to-day, when 7300 bales were offered, of a fair quality, but not quite up to that at the first sale. In sympathy with the sales in the South, prices showed a drop of from a farthing to a penny per lb. Competition was not very keen. A large proportion of the wool was passed in, most likely for shipment direct.: [976, 475, 1105, 549]
article-subheadline: OPENING OF PARLIAMENT.: [434, 120, 545, 129]
article-paragraph: A remedy in Tablet form having specific action on the stomach, liver and bowels. Easy to take, prompt and gentle in their action, and beneficial in results. Try a box if you are troubled with constipation. Sold everywhere, 1s 6d. Sold by all chemists and storekeepers.: [9, 1095, 141, 1148]
article-subheadline: IMPERIAL OFFICERS FOR NEW ZEALAND.: [977, 684, 1104, 703]
article-paragraph: Owing to the activity being displayed by the London police in ridding anarchists to depart to New York, the American police are taking precautions.: [838, 782, 969, 812]
column-5: [558, 27, 746, 1550]
article-subheadline: "SAY AU REVOIR.": [1002, 288, 1079, 298]
article-paragraph: The Right Hon. John Burns, President of the Board of Trade, speaking at Battersea, said it was silly, childish, and almost cowardly for the Opposition to say that the Government's majority was not big enough. Eighteen per centum was a good dividend in trade. Eighteen of a majority in the House of Commons was equally good business. The last elections had destroyed the Lords' Veto, and the pretensions of the Tariff Reformers, had dealt a serious blow at conscription, and was the greatest rebuff to the vulgar, lying, sensational Press.: [424, 208, 555, 320]
article-divider: [325, 325, 377, 326]
article-dateline: (Received January 11, 10 a.m.) PERTH, January 11.: [702, 143, 829, 158]
article-divider: [739, 501, 791, 502]
column-heading: N.Z. TELEGRAMS.: [976, 30, 1159, 51]
article-subheadline: FROM DARLINGHURST GAOL.: [290, 103, 413, 112]
article-dateline: Received This Morning, 12.45 o'clock. MELBOURNE, January 11.: [428, 379, 551, 394]
article-paragraph: "I suffered from constipation, lazy liver and severe headaches for months," writes Mrs E. Mulchead, 10, Ellen Street, West Adelaide, S.A. "I feel so tired, I wanted to lie down all the time, and life was not worth living. Nothing I tried did me any good until I took Laxo-Tonic Pills. From them I obtained great relief, and continuing them a little longer I was quite cured, able to get through my duties with ease and pleasure and feel quite a different woman." Price 1 1/2d and 1s 6d, a valuable everywhere.: [424, 944, 555, 1048]
heading-rule: [700, 73, 831, 74]
article-paragraph: The positions of other teams at the end of the section play is as follows:— A Section.— Foy (Havera) five wins and three losses. B Section.— Auckland (Feilding) three wins and four losses. C Section.— Robertson (Hawera) four wins and three losses, Lawrie (Napier) and Lasher (Manaia) one win and five losses. D Section.— Dudley (Opunake) four wins and three losses, Benifield (Wanganui) one win and six losses. E Section.— Masson (Carterton) four wins and three losses, White (Hastings) two wins and five losses, Willings (Patea), one win and six losses. F Section.— Cresswell (Masterton) Nash (Palmerston N.) and Gordon (St. John's) four wins and three losses. G Section.— Songster (Stratford) four wins and three losses, Stewart (Feilding) three wins and four losses. H Section.— Keating (Wanganui) four wins and three losses, Webster (Greytown) two wins and five losses, Witty (Gisborne) no wins and seven losses. I Section.— Lomax (Maitai) three wins and four losses. K Section.— Burn (Gisborne) two wins and five losses. L Section.— Carman (Eltham) two wins and five losses, Craig (Gisborne) one win and five losses. M Section.— Fisher (Carterton) six wins and one loss, Craig (Gisborne) four wins and three losses, King (Hastings), Clark (Dannevirke) two wins and 5 losses, Griggs (Palmerston N.), Benton (Featherston), one win and six losses. The pairs match of 24 sections commenced to-day.: [286, 697, 417, 972]
article-headline: THE COLONIAL OFFICE.: [706, 282, 825, 316]
article-deck: ATTACKED WHILE WORKING.: [23, 1150, 127, 1159]
